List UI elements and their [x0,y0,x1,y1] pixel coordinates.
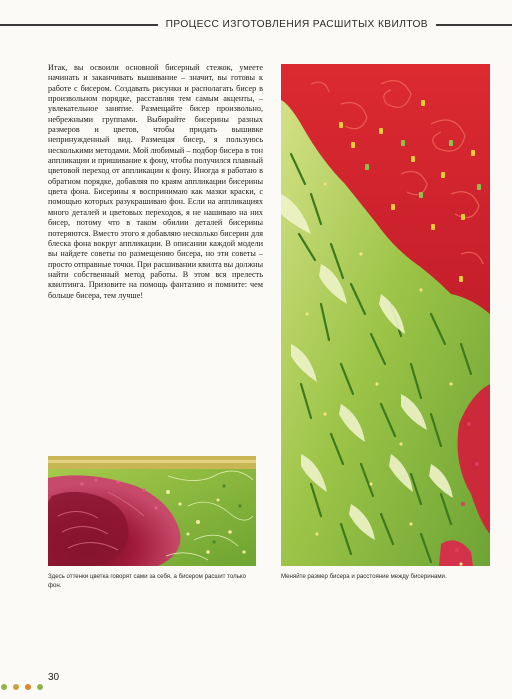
quilt-beads-photo [281,64,490,566]
dot-green-2 [37,684,43,690]
decorative-dots [0,683,44,691]
body-paragraph: Итак, вы освоили основной бисерный стежок, умеете начинать и заканчивать вышивание – значит, вы готовы к работе с бисером. Создавать рисунки и располагать бисер в произвольном порядке, расставляя тем самым акценты, – увлекательное занятие. Размещайте бисер произвольно, небрежными группами. Выбирайте бисерины разных размеров и цветов, чтобы придать вышивке непринужденный вид. Размещая бисер, я пользуюсь несколькими методами. Мой любимый – подбор бисера в тон аппликации и пришивание к фону, чтобы получился плавный цветовой переход от аппликации к фону. Иногда я работаю в обратном порядке, добавляя по краям аппликации бисерины цвета фона. Бисерины я воспринимаю как мазки краски, с помощью которых разукрашиваю фон. Если на аппликациях много деталей и цветовых переходов, я не нашиваю на них бисер, потому что в таком обилии деталей бисерины потеряются. Вместо этого я добавляю несколько бисерин для блеска фона вокруг аппликации. В описании каждой модели вы найдете советы по размещению бисера, но эти советы – просто отправные точки. При расшивании квилта вы должны найти собственный метод работы. В этом вся прелесть квилтинга. Призовите на помощь фантазию и помните: чем больше бисера, тем лучше! [48,63,263,300]
page-header [0,14,512,36]
header-title-box [158,14,436,36]
quilt-flower-image [48,456,256,566]
caption-right: Меняйте размер бисера и расстояние между бисеринами. [281,573,447,580]
section-title: ПРОЦЕСС ИЗГОТОВЛЕНИЯ РАСШИТЫХ КВИЛТОВ [165,19,428,30]
page-number: 30 [48,672,60,683]
dot-gold [13,684,19,690]
quilt-flower-photo [48,456,256,566]
dot-green [1,684,7,690]
quilt-beads-image [281,64,490,566]
caption-left: Здесь оттенки цветка говорят сами за себя, а бисером расшит только фон. [48,573,246,589]
dot-orange [25,684,31,690]
